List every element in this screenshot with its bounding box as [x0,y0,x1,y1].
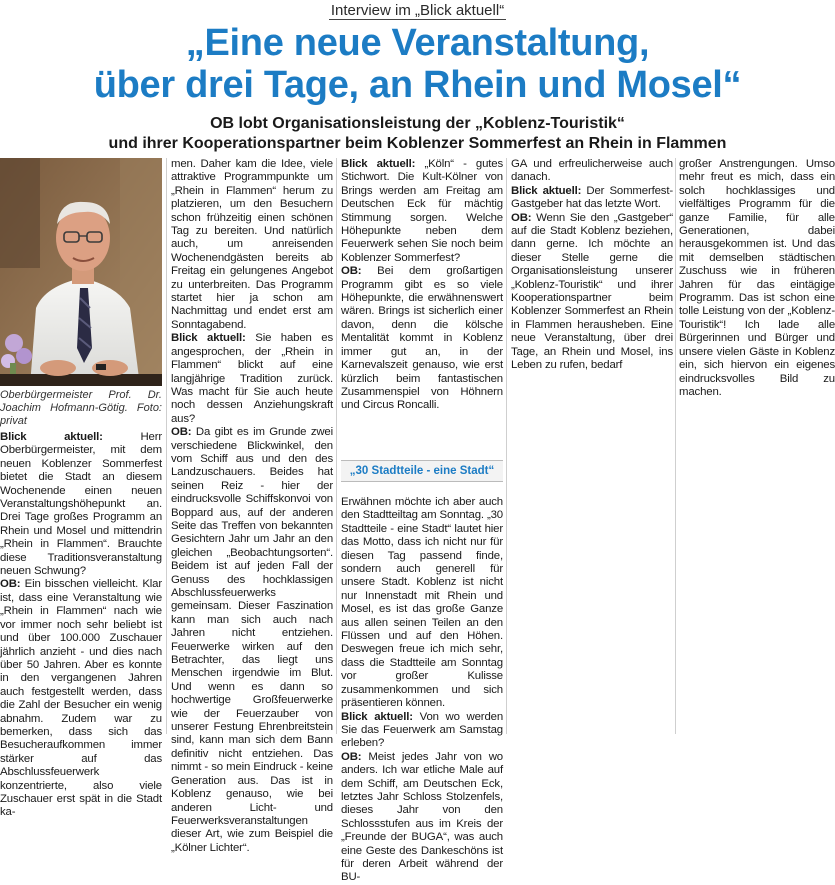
paragraph [341,496,503,711]
paragraph-text: Da gibt es im Grunde zwei verschiedene Blickwinkel, den vom Schiff aus und den des Landzuschauers. Beides hat seinen Reiz - hier der eindrucksvolle Schiffskonvoi von Boppard aus, auf der anderen Seite das Treffen von bekannten Gesichtern Jahr um Jahr an den gleichen „Beobachtungsorten“. Beidem ist auf jeden Fall der Genuss des hochklassigen Abschlussfeuerwerks gemeinsam. Dieser Faszination kann man sich auch nach Jahren nicht entziehen. Feuerwerke wirken auf den Betrachter, das liegt uns Menschen irgendwie im Blut. Und wenn es dann so hochwertige Großfeuerwerke wie der Feuerzauber von unserer Festung Ehrenbreitstein sind, kann man sich dem Bann definitiv nicht entziehen. Das nimmt - so mein Eindruck - keine Generation aus. Das ist in Koblenz genauso, wie bei anderen Licht- und Feuerwerksveranstaltungen dieser Art, wie zum Beispiel die „Kölner Lichter“. [171,426,333,854]
paragraph-text: GA und erfreulicherweise auch danach. [511,158,673,184]
paragraph-text: Ein bisschen vielleicht. Klar ist, dass eine Veranstaltung wie „Rhein in Flammen“ nach wie vor immer noch sehr beliebt ist und über 100.000 Zuschauer jährlich anzieht - und dies nach über 50 Jahren. Aber es konnte in den vergangenen Jahren auch festgestellt werden, dass die Zahl der Besucher ein wenig abnahm. Zudem war zu bemerken, dass sich das Besucheraufkommen immer stärker auf das Abschlussfeuerwerk konzentrierte, also viele Zuschauer erst spät in die Stadt ka- [0,578,162,819]
column-divider [166,158,167,734]
paragraph-text: Von wo werden Sie das Feuerwerk am Samstag erleben? [341,710,503,750]
column-divider [675,158,676,734]
column-1 [0,431,162,820]
kicker [0,2,835,19]
paragraph [341,711,503,751]
paragraph [0,578,162,819]
paragraph [511,158,673,185]
headline [0,22,835,106]
speaker-label: OB: [341,265,362,278]
speaker-label: Blick aktuell: [0,431,103,443]
speaker-label: OB: [341,750,362,763]
speaker-label: Blick aktuell: [511,184,582,197]
speaker-label: Blick aktuell: [341,158,416,170]
paragraph [171,158,333,332]
headline-line-1: „Eine neue Veranstaltung, [185,22,650,64]
column-4 [511,158,673,373]
paragraph-text: Bei dem großartigen Programm gibt es so viele Höhepunkte, die erwähnenswert wären. Brings ist sicherlich einer davon, denn die kölsche Mentalität kommt in Koblenz immer gut an, in der Karnevalszeit genauso, wie erst kürzlich beim fantastischen Zusammenspiel von Höhnern und Circus Roncalli. [341,265,503,412]
headline-line-2: über drei Tage, an Rhein und Mosel“ [93,64,742,106]
section-heading: „30 Stadtteile - eine Stadt“ [341,460,503,482]
column-5 [679,158,835,399]
subheadline-line-2: und ihrer Kooperationspartner beim Koblenzer Sommerfest an Rhein in Flammen [108,135,727,152]
speaker-label: Blick aktuell: [341,710,413,723]
paragraph-text: Erwähnen möchte ich aber auch den Stadtteiltag am Sonntag. „30 Stadtteile - eine Stadt“ lautet hier das Motto, dass ich nicht nur für diesen Tag passend finde, sondern auch generell für unsere Stadt. Koblenz ist nicht nur Innenstadt mit Rhein und Mosel, es ist das große Ganze aus allen seinen Teilen an den Flüssen und auf den Höhen. Deswegen freue ich mich sehr, dass die Stadtteile am Sonntag vor großer Kulisse zusammenkommen und sich präsentieren können. [341,496,503,710]
paragraph-text: Meist jedes Jahr von wo anders. Ich war etliche Male auf dem Schiff, am Deutschen Eck, letztes Jahr Schloss Stolzenfels, dieses Jahr von den Schlossstufen aus im Kreis der „Freunde der BUGA“, was auch eine Geste des Dankeschöns ist für deren Arbeit während der BU- [341,750,503,884]
paragraph-text: men. Daher kam die Idee, viele attraktive Programmpunkte um „Rhein in Flammen“ herum zu platzieren, um den Besuchern schon frühzeitig einen schönen Tag zu bereiten. Und natürlich auch, um anreisenden Wochenendgästen bereits ab Freitag ein gelungenes Angebot zu unterbreiten. Das Programm startet hier ja schon am Nachmittag und endet erst am Sonntagabend. [171,158,333,331]
paragraph [171,426,333,855]
portrait-photo [0,158,162,386]
paragraph [511,185,673,212]
paragraph [341,158,503,265]
column-2 [171,158,333,855]
column-divider [506,158,507,734]
speaker-label: Blick aktuell: [171,332,246,345]
paragraph-text: großer Anstrengungen. Umso mehr freut es mich, dass ein solch hochklassiges und vielfältiges Programm für die ganze Familie, für alle Generationen, dabei herausgekommen ist. Und das mit demselben städtischen Zuschuss wie in früheren Jahren für das eintägige Programm. Das ist schon eine tolle Leistung von der „Koblenz-Touristik“! Ich lade alle Bürgerinnen und Bürger und unsere vielen Gäste in Koblenz ein, sich hiervon ein eigenes eindrucksvolles Bild zu machen. [679,158,835,398]
paragraph-text: Wenn Sie den „Gastgeber“ auf die Stadt Koblenz beziehen, dann gerne. Ich möchte an dieser Stelle gerne die Organisationsleistung unserer „Koblenz-Touristik“ und ihrer Kooperationspartner beim Koblenzer Sommerfest an Rhein in Flammen herausheben. Eine neue Veranstaltung, über drei Tage, an Rhein und Mosel, ins Leben zu rufen, bedarf [511,211,673,372]
paragraph [511,212,673,373]
paragraph-text: Sie haben es angesprochen, der „Rhein in Flammen“ blickt auf eine langjährige Tradition zurück. Was macht für Sie auch heute noch dessen Anziehungskraft aus? [171,332,333,425]
portrait-illustration [0,158,162,386]
speaker-label: OB: [511,211,532,224]
speaker-label: OB: [171,426,192,439]
speaker-label: OB: [0,578,21,591]
paragraph [679,158,835,399]
paragraph [0,431,162,578]
paragraph [341,265,503,412]
paragraph [341,751,503,885]
column-3 [341,158,503,413]
photo-caption: Oberbürgermeister Prof. Dr. Joachim Hofmann-Götig. Foto: privat [0,389,162,427]
kicker-text: Interview im „Blick aktuell“ [330,2,505,19]
paragraph-text: „Köln“ - gutes Stichwort. Die Kult-Kölner von Brings werden am Freitag am Deutschen Eck für mächtig Stimmung sorgen. Welche Höhepunkte neben dem Feuerwerk sehen Sie noch beim Koblenzer Sommerfest? [341,158,503,264]
paragraph-text: Der Sommerfest-Gastgeber hat das letzte Wort. [511,184,673,211]
column-divider [336,158,337,734]
subheadline-line-1: OB lobt Organisationsleistung der „Koblenz-Touristik“ [210,115,625,132]
subheadline [0,114,835,154]
column-3-continued [341,496,503,885]
paragraph-text: Herr Oberbürgermeister, mit dem neuen Koblenzer Sommerfest bietet die Stadt an diesem Wochenende einen neuen Veranstaltungshöhepunkt an. Drei Tage großes Programm an Rhein und Mosel und mittendrin „Rhein in Flammen“. Brauchte diese Traditionsveranstaltung neuen Schwung? [0,431,163,578]
paragraph [171,332,333,426]
